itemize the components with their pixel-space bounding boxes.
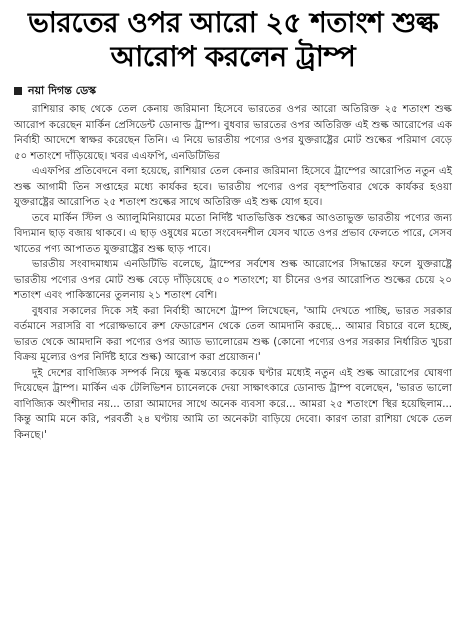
article-paragraph: ভারতীয় সংবাদমাধ্যম এনডিটিভি বলেছে, ট্রাম্পের সর্বশেষ শুল্ক আরোপের সিদ্ধান্তের ফলে যুক্তরাষ্ট্রে ভারতীয় পণ্যের ওপর মোট শুল্ক বেড়ে দাঁড়িয়েছে ৫০ শতাংশে; যা চীনের ওপর আরোপিত শুল্কের চেয়ে ২০ শতাংশ এবং পাকিস্তানের তুলনায় ২১ শতাংশ বেশি। [14,259,452,301]
square-bullet-icon [14,87,22,95]
article-paragraph: রাশিয়ার কাছ থেকে তেল কেনায় জরিমানা হিসেবে ভারতের ওপর আরো অতিরিক্ত ২৫ শতাংশ শুল্ক আরোপ করেছেন মার্কিন প্রেসিডেন্ট ডোনাল্ড ট্রাম্প। বুধবার ভারতের ওপর অতিরিক্ত এই শুল্ক আরোপের এক নির্বাহী আদেশে স্বাক্ষর করেছেন তিনি। এ নিয়ে ভারতীয় পণ্যের ওপর যুক্তরাষ্ট্রের মোট শুল্কের পরিমাণ বেড়ে ৫০ শতাংশে দাঁড়িয়েছে। খবর এএফপি, এনডিটিভির [14,104,452,162]
article-byline: নয়া দিগন্ত ডেস্ক [28,84,97,97]
article-headline: ভারতের ওপর আরো ২৫ শতাংশ শুল্ক আরোপ করলেন ট্রাম্প [27,6,439,73]
article-paragraph: এএফপির প্রতিবেদনে বলা হয়েছে, রাশিয়ার তেল কেনার জরিমানা হিসেবে ট্রাম্পের আরোপিত নতুন এই শুল্ক আগামী তিন সপ্তাহের মধ্যে কার্যকর হবে। ভারতীয় পণ্যের ওপর বৃহস্পতিবার থেকে কার্যকর হওয়া যুক্তরাষ্ট্রের আরোপিত ২৫ শতাংশ শুল্কের সাথে অতিরিক্ত এই শুল্ক যোগ হবে। [14,166,452,208]
article-paragraph: তবে মার্কিন স্টিল ও অ্যালুমিনিয়ামের মতো নির্দিষ্ট খাতভিত্তিক শুল্কের আওতাভুক্ত ভারতীয় পণ্যের জন্য বিদ্যমান ছাড় বজায় থাকবে। এ ছাড় ওষুধের মতো সংবেদনশীল যেসব খাতে ওপর প্রভাব ফেলতে পারে, সেসব খাতের পণ্য আপাতত যুক্তরাষ্ট্রের শুল্ক ছাড় পাবে। [14,212,452,255]
article-body [14,102,452,443]
byline-row [14,82,452,100]
article-paragraph: দুই দেশের বাণিজ্যিক সম্পর্ক নিয়ে ক্ষুব্ধ মন্তব্যের কয়েক ঘণ্টার মধ্যেই নতুন এই শুল্ক আরোপের ঘোষণা দিয়েছেন ট্রাম্প। মার্কিন এক টেলিভিশন চ্যানেলকে দেয়া সাক্ষাৎকারে ডোনাল্ড ট্রাম্প বলেছেন, 'ভারত ভালো বাণিজ্যিক অংশীদার নয়... তারা আমাদের সাথে অনেক ব্যবসা করে... আমরা ২৫ শতাংশে স্থির হয়েছিলাম... কিন্তু আমি মনে করি, পরবর্তী ২৪ ঘণ্টায় আমি তা অনেকটা বাড়িয়ে দেবো। কারণ তারা রাশিয়া থেকে তেল কিনছে।' [14,367,452,441]
article-paragraph: বুধবার সকালের দিকে সই করা নির্বাহী আদেশে ট্রাম্প লিখেছেন, 'আমি দেখতে পাচ্ছি, ভারত সরকার বর্তমানে সরাসরি বা পরোক্ষভাবে রুশ ফেডারেশন থেকে তেল আমদানি করছে... আমার বিচারে বলে হচ্ছে, ভারত থেকে আমদানি করা পণ্যের ওপর অ্যাড ভ্যালোরেম শুল্ক (কোনো পণ্যের ওপর সরকার নির্ধারিত খুচরা বিক্রয় মূল্যের ওপর নির্দিষ্ট হারে শুল্ক) আরোপ করা প্রয়োজন।' [14,305,452,363]
